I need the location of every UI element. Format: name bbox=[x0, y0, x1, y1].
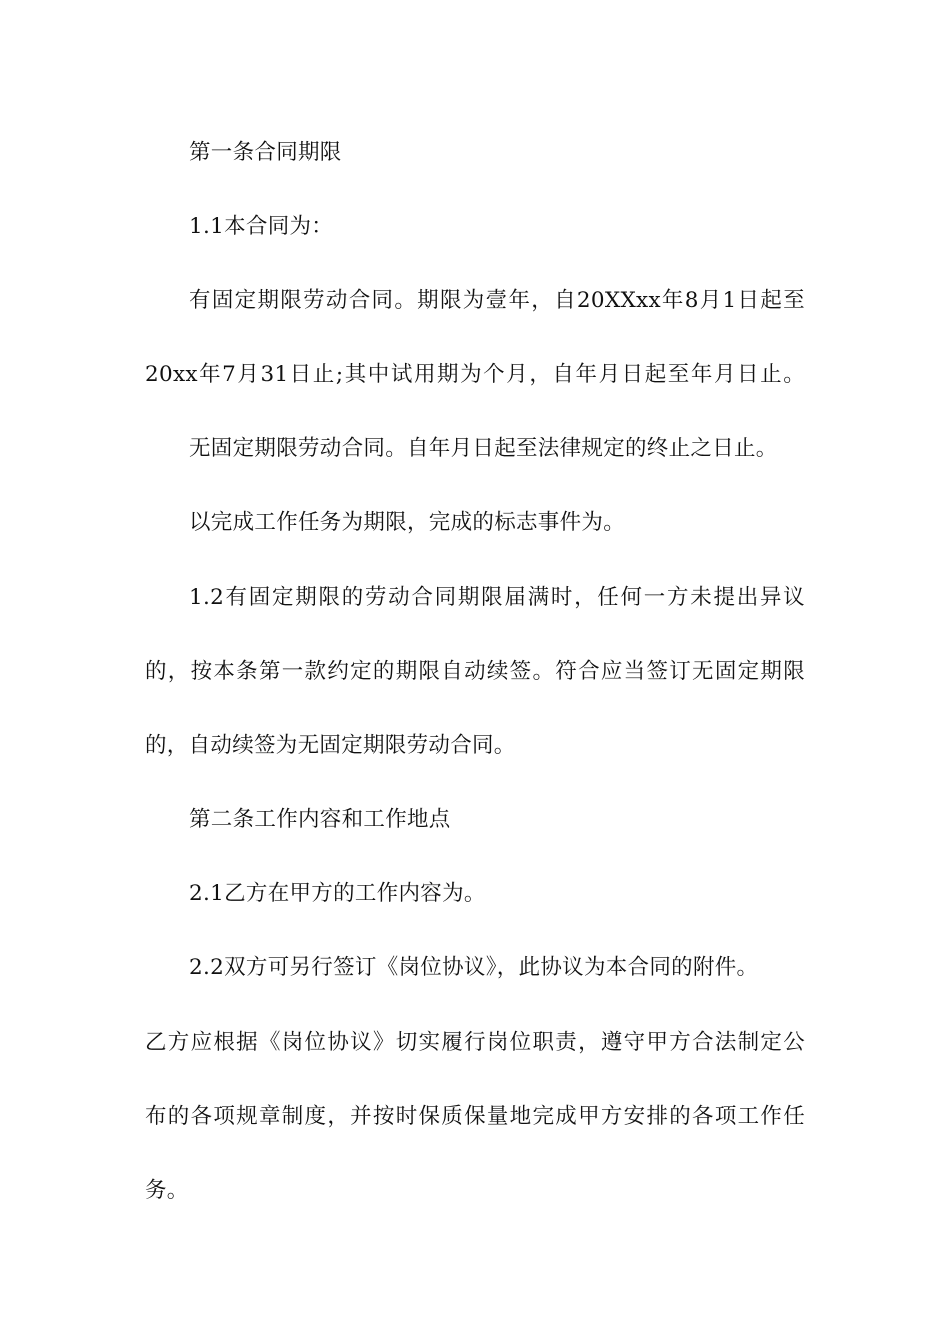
paragraph-line: 有固定期限劳动合同。期限为壹年，自20XXxx年8月1日起至 bbox=[189, 288, 805, 313]
clause-2-1: 2.1乙方在甲方的工作内容为。 bbox=[189, 881, 486, 906]
paragraph-line: 20xx年7月31日止;其中试用期为个月，自年月日起至年月日止。 bbox=[145, 362, 805, 387]
paragraph-line: 布的各项规章制度，并按时保质保量地完成甲方安排的各项工作任 bbox=[145, 1104, 805, 1129]
paragraph-line: 乙方应根据《岗位协议》切实履行岗位职责，遵守甲方合法制定公 bbox=[145, 1030, 805, 1055]
section-heading-contract-term: 第一条合同期限 bbox=[189, 140, 342, 165]
clause-1-2: 1.2有固定期限的劳动合同期限届满时，任何一方未提出异议 bbox=[189, 585, 805, 610]
paragraph-line: 的，自动续签为无固定期限劳动合同。 bbox=[145, 733, 516, 758]
clause-2-2: 2.2双方可另行签订《岗位协议》，此协议为本合同的附件。 bbox=[189, 955, 759, 980]
paragraph-line: 以完成工作任务为期限，完成的标志事件为。 bbox=[189, 510, 626, 535]
paragraph-line: 的，按本条第一款约定的期限自动续签。符合应当签订无固定期限 bbox=[145, 659, 805, 684]
paragraph-line: 务。 bbox=[145, 1178, 189, 1203]
clause-1-1: 1.1本合同为： bbox=[189, 214, 334, 239]
section-heading-work-content: 第二条工作内容和工作地点 bbox=[189, 807, 451, 832]
paragraph-line: 无固定期限劳动合同。自年月日起至法律规定的终止之日止。 bbox=[189, 436, 778, 461]
